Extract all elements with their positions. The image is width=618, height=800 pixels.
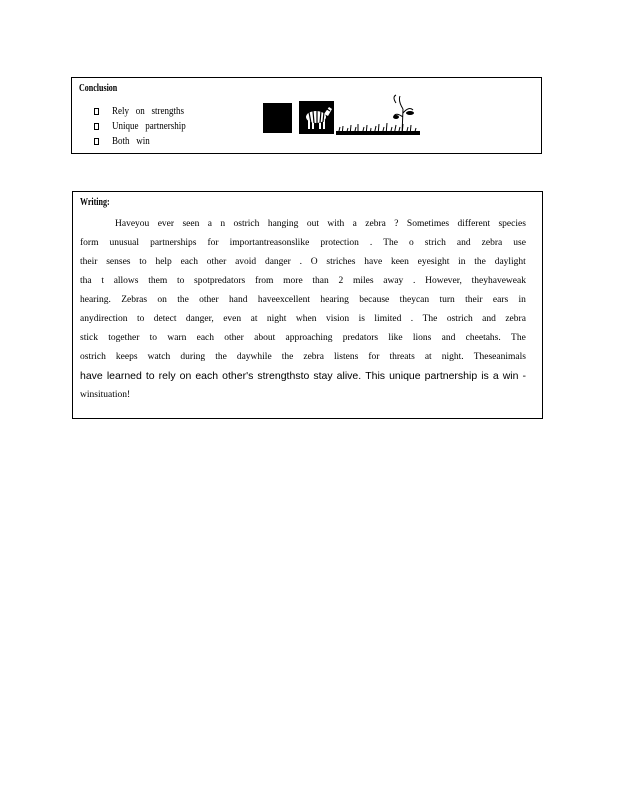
word: striches — [326, 257, 356, 267]
word: ostrich — [233, 219, 260, 229]
word: the — [177, 295, 189, 305]
word: tha — [80, 276, 92, 286]
word: keeps — [115, 352, 138, 362]
word: each — [195, 370, 219, 382]
word: away — [383, 276, 404, 286]
word: listens — [334, 352, 359, 362]
word: with — [327, 219, 345, 229]
paragraph-line — [80, 253, 526, 272]
paragraph-line — [80, 272, 526, 291]
word: keen — [390, 257, 409, 267]
word: out — [306, 219, 319, 229]
word: . — [410, 314, 414, 324]
word: threats — [389, 352, 415, 362]
word: in — [458, 257, 466, 267]
word: hand — [229, 295, 248, 305]
grass-plant-image — [336, 93, 420, 135]
word: Zebras — [121, 295, 148, 305]
writing-paragraph — [80, 215, 526, 405]
conclusion-bullet-list — [94, 104, 194, 149]
word: a — [207, 219, 212, 229]
word: than — [312, 276, 329, 286]
word: . — [369, 238, 373, 248]
word: zebra — [365, 219, 386, 229]
word: ? — [394, 219, 399, 229]
word: each — [196, 333, 215, 343]
word: like — [388, 333, 403, 343]
word: form — [80, 238, 99, 248]
word: haveexcellent — [257, 295, 311, 305]
word: alive. — [336, 370, 362, 382]
writing-heading: Writing: — [80, 197, 110, 208]
word: strich — [424, 238, 446, 248]
word: strengthsto — [257, 370, 310, 382]
word: the — [474, 257, 486, 267]
word: watch — [147, 352, 171, 362]
word: turn — [439, 295, 455, 305]
word: have — [364, 257, 383, 267]
word: The — [383, 238, 399, 248]
word: for — [207, 238, 219, 248]
word: approaching — [285, 333, 333, 343]
word: at — [250, 314, 258, 324]
word: to — [176, 276, 185, 286]
paragraph-line — [80, 348, 526, 367]
word: night. — [441, 352, 464, 362]
conclusion-box — [71, 77, 542, 154]
word: night — [266, 314, 287, 324]
checkbox-bullet-icon — [94, 108, 99, 115]
word: vision — [325, 314, 350, 324]
word: predators — [342, 333, 379, 343]
paragraph-line: winsituation! — [80, 390, 131, 400]
word: danger, — [185, 314, 214, 324]
word: unusual — [109, 238, 140, 248]
word: hearing — [320, 295, 349, 305]
word: The — [511, 333, 526, 343]
word: about — [254, 333, 276, 343]
word: their — [80, 257, 98, 267]
word: partnerships — [150, 238, 197, 248]
word: cheetahs. — [465, 333, 501, 343]
word: spotpredators — [194, 276, 246, 286]
word: their — [465, 295, 483, 305]
word: Theseanimals — [473, 352, 526, 362]
word: 2 — [338, 276, 344, 286]
word: zebra — [505, 314, 526, 324]
word: . — [413, 276, 416, 286]
checkbox-bullet-icon — [94, 138, 99, 145]
word: . — [299, 257, 302, 267]
word: on — [179, 370, 192, 382]
word: win — [502, 370, 519, 382]
word: unique — [389, 370, 421, 382]
word: Sometimes — [406, 219, 450, 229]
list-item: Rely on strengths — [94, 104, 194, 119]
word: ostrich — [446, 314, 473, 324]
word: importantreasonslike — [229, 238, 310, 248]
word: to — [136, 314, 145, 324]
paragraph-line — [80, 367, 526, 386]
word: to — [139, 257, 147, 267]
word: during — [180, 352, 206, 362]
word: hanging — [267, 219, 299, 229]
word: n — [220, 219, 226, 229]
paragraph-line — [80, 215, 526, 234]
word: protection — [320, 238, 359, 248]
word: a — [352, 219, 357, 229]
word: ears — [492, 295, 509, 305]
word: because — [359, 295, 390, 305]
list-item: Both win — [94, 134, 194, 149]
word: daylight — [494, 257, 526, 267]
word: allows — [113, 276, 139, 286]
word: anydirection — [80, 314, 128, 324]
word: the — [281, 352, 294, 362]
word: ever — [157, 219, 175, 229]
word: warn — [167, 333, 187, 343]
word: each — [180, 257, 198, 267]
word: the — [215, 352, 227, 362]
word: use — [513, 238, 526, 248]
word: when — [295, 314, 317, 324]
word: even — [223, 314, 242, 324]
word: Haveyou — [115, 219, 150, 229]
word: them — [148, 276, 168, 286]
word: seen — [182, 219, 200, 229]
conclusion-heading: Conclusion — [79, 83, 118, 94]
word: learned — [106, 370, 142, 382]
word: have — [80, 370, 103, 382]
word: is — [481, 370, 489, 382]
paragraph-line — [80, 234, 526, 253]
writing-box — [72, 191, 543, 419]
word: - — [522, 370, 526, 382]
word: and — [456, 238, 471, 248]
word: a — [492, 370, 499, 382]
word: to — [149, 333, 158, 343]
word: different — [457, 219, 491, 229]
word: other — [206, 257, 227, 267]
word: detect — [153, 314, 177, 324]
paragraph-line — [80, 310, 526, 329]
word: is — [358, 314, 365, 324]
list-item: Unique partnership — [94, 119, 194, 134]
word: other's — [222, 370, 254, 382]
word: zebra — [481, 238, 503, 248]
word: O — [310, 257, 318, 267]
word: The — [422, 314, 438, 324]
word: partnership — [424, 370, 478, 382]
word: o — [409, 238, 414, 248]
word: miles — [352, 276, 374, 286]
word: other — [199, 295, 219, 305]
word: other — [224, 333, 244, 343]
word: stick — [80, 333, 98, 343]
word: and — [441, 333, 456, 343]
word: theyhaveweak — [471, 276, 526, 286]
word: theycan — [399, 295, 430, 305]
word: This — [365, 370, 386, 382]
word: eyesight — [417, 257, 450, 267]
word: at — [424, 352, 432, 362]
word: zebra — [303, 352, 324, 362]
word: from — [254, 276, 274, 286]
word: and — [482, 314, 496, 324]
word: on — [157, 295, 167, 305]
word: more — [283, 276, 303, 286]
word: rely — [158, 370, 176, 382]
word: in — [518, 295, 526, 305]
word: together — [108, 333, 140, 343]
paragraph-line — [80, 291, 526, 310]
word: species — [498, 219, 526, 229]
word: senses — [106, 257, 131, 267]
word: t — [101, 276, 104, 286]
word: for — [368, 352, 380, 362]
word: limited — [374, 314, 402, 324]
word: stay — [313, 370, 333, 382]
checkbox-bullet-icon — [94, 123, 99, 130]
paragraph-line — [80, 329, 526, 348]
word: avoid — [235, 257, 257, 267]
zebra-image — [299, 101, 334, 134]
ostrich-image — [263, 103, 292, 133]
word: help — [155, 257, 172, 267]
word: danger — [264, 257, 291, 267]
word: to — [145, 370, 155, 382]
word: lions — [412, 333, 432, 343]
word: ostrich — [80, 352, 106, 362]
word: However, — [425, 276, 462, 286]
word: hearing. — [80, 295, 111, 305]
word: daywhile — [236, 352, 272, 362]
